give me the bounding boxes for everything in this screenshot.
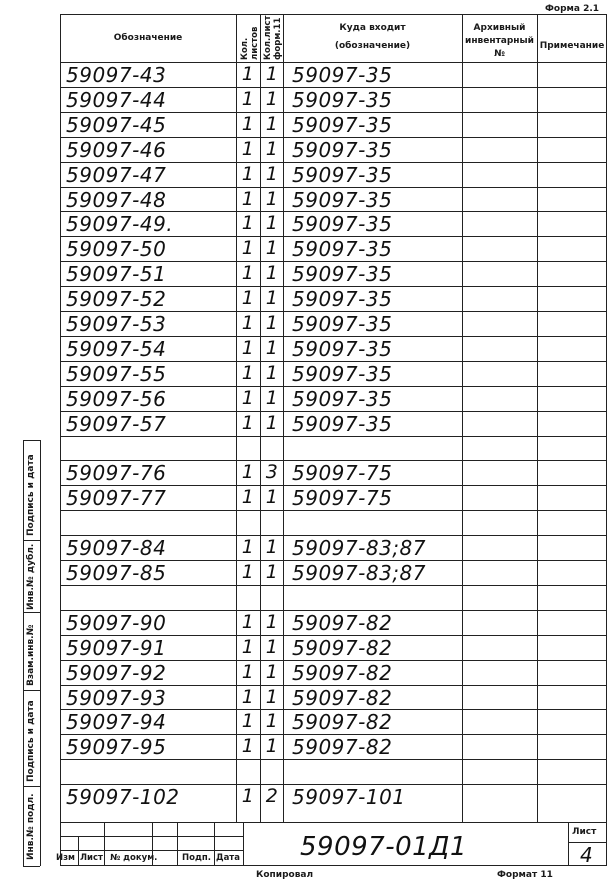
row-where-used: 59097-35 xyxy=(292,162,393,187)
row-format-sheets: 1 xyxy=(265,262,279,285)
row-where-used: 59097-82 xyxy=(292,735,393,760)
row-designation: 59097-84 xyxy=(66,536,167,561)
header-archive xyxy=(462,22,537,61)
row-format-sheets: 1 xyxy=(265,486,279,509)
side-label-inv-original: Инв.№ подл. xyxy=(26,793,36,860)
row-sheets: 1 xyxy=(241,212,255,235)
row-format-sheets: 1 xyxy=(265,635,279,658)
row-format-sheets: 1 xyxy=(265,536,279,559)
row-sheets: 1 xyxy=(241,411,255,434)
row-format-sheets: 1 xyxy=(265,63,279,85)
title-block-top xyxy=(60,822,607,823)
row-format-sheets: 1 xyxy=(265,237,279,260)
side-label-signature-date-1: Подпись и дата xyxy=(26,700,36,782)
row-format-sheets: 1 xyxy=(265,336,279,359)
row-sheets: 1 xyxy=(241,635,255,658)
header-where-used-line1: Куда входит xyxy=(339,23,406,33)
row-where-used: 59097-82 xyxy=(292,710,393,735)
row-format-sheets: 1 xyxy=(265,710,279,733)
row-sheets: 1 xyxy=(241,710,255,733)
document-code: 59097-01Д1 xyxy=(300,832,468,862)
row-format-sheets: 1 xyxy=(265,112,279,135)
row-where-used: 59097-35 xyxy=(292,112,393,137)
row-designation: 59097-49. xyxy=(66,212,174,237)
row-sheets: 1 xyxy=(241,237,255,260)
row-where-used: 59097-35 xyxy=(292,411,393,436)
side-label-inv-duplicate: Инв.№ дубл. xyxy=(26,543,36,610)
row-designation: 59097-46 xyxy=(66,137,167,162)
row-sheets: 1 xyxy=(241,336,255,359)
row-sheets: 1 xyxy=(241,112,255,135)
row-where-used: 59097-35 xyxy=(292,137,393,162)
row-format-sheets: 1 xyxy=(265,212,279,235)
title-col-change: Изм xyxy=(56,853,76,863)
row-sheets: 1 xyxy=(241,685,255,708)
row-format-sheets: 1 xyxy=(265,87,279,110)
header-sheet-count-format: Кол.лист форм.11 xyxy=(263,15,283,60)
row-where-used: 59097-83;87 xyxy=(292,561,426,585)
title-col-doc-no: № докум. xyxy=(110,853,158,863)
row-where-used: 59097-82 xyxy=(292,660,393,685)
row-where-used: 59097-83;87 xyxy=(292,536,426,561)
row-format-sheets: 2 xyxy=(265,785,279,808)
row-where-used: 59097-75 xyxy=(292,486,393,511)
row-designation: 59097-53 xyxy=(66,312,167,336)
row-format-sheets: 1 xyxy=(265,137,279,160)
row-sheets: 1 xyxy=(241,660,255,683)
row-where-used: 59097-82 xyxy=(292,610,393,635)
row-sheets: 1 xyxy=(241,785,255,808)
row-where-used: 59097-35 xyxy=(292,237,393,262)
row-where-used: 59097-82 xyxy=(292,685,393,710)
row-where-used: 59097-35 xyxy=(292,287,393,312)
row-designation: 59097-85 xyxy=(66,561,167,585)
row-designation: 59097-45 xyxy=(66,112,167,137)
row-designation: 59097-55 xyxy=(66,361,167,386)
header-archive-line3: № xyxy=(494,49,505,59)
row-designation: 59097-95 xyxy=(66,735,167,760)
row-designation: 59097-48 xyxy=(66,187,167,212)
row-format-sheets: 1 xyxy=(265,735,279,758)
row-sheets: 1 xyxy=(241,137,255,160)
row-format-sheets: 1 xyxy=(265,162,279,185)
row-sheets: 1 xyxy=(241,536,255,559)
row-designation: 59097-47 xyxy=(66,162,167,187)
row-format-sheets: 1 xyxy=(265,660,279,683)
row-format-sheets: 1 xyxy=(265,561,279,583)
header-designation: Обозначение xyxy=(113,33,183,43)
row-designation: 59097-77 xyxy=(66,486,167,511)
row-format-sheets: 1 xyxy=(265,685,279,708)
row-where-used: 59097-35 xyxy=(292,336,393,361)
sheet-label: Лист xyxy=(572,827,597,837)
row-sheets: 1 xyxy=(241,312,255,334)
row-format-sheets: 1 xyxy=(265,187,279,210)
row-where-used: 59097-35 xyxy=(292,386,393,411)
row-designation: 59097-90 xyxy=(66,610,167,635)
row-sheets: 1 xyxy=(241,63,255,85)
title-col-date: Дата xyxy=(216,853,240,863)
sheet-number: 4 xyxy=(580,843,594,867)
row-where-used: 59097-35 xyxy=(292,63,393,87)
row-designation: 59097-102 xyxy=(66,785,180,810)
header-archive-line1: Архивный xyxy=(473,23,526,33)
row-designation: 59097-94 xyxy=(66,710,167,735)
row-sheets: 1 xyxy=(241,361,255,384)
row-where-used: 59097-101 xyxy=(292,785,406,810)
row-where-used: 59097-75 xyxy=(292,461,393,486)
row-designation: 59097-92 xyxy=(66,660,167,685)
side-label-signature-date-2: Подпись и дата xyxy=(26,454,36,536)
row-sheets: 1 xyxy=(241,386,255,409)
row-format-sheets: 1 xyxy=(265,361,279,384)
row-designation: 59097-93 xyxy=(66,685,167,710)
footer-format: Формат 11 xyxy=(497,870,553,880)
row-format-sheets: 1 xyxy=(265,411,279,434)
row-format-sheets: 1 xyxy=(265,386,279,409)
row-sheets: 1 xyxy=(241,287,255,310)
row-sheets: 1 xyxy=(241,735,255,758)
row-designation: 59097-44 xyxy=(66,87,167,112)
header-notes: Примечание xyxy=(539,41,605,51)
row-where-used: 59097-35 xyxy=(292,212,393,237)
row-sheets: 1 xyxy=(241,87,255,110)
row-sheets: 1 xyxy=(241,187,255,210)
row-format-sheets: 3 xyxy=(265,461,279,484)
row-where-used: 59097-35 xyxy=(292,262,393,287)
row-format-sheets: 1 xyxy=(265,287,279,310)
side-label-replacement-inv: Взам.инв.№ xyxy=(26,624,36,686)
footer-copied: Копировал xyxy=(256,870,314,880)
row-format-sheets: 1 xyxy=(265,610,279,633)
row-designation: 59097-51 xyxy=(66,262,167,287)
row-where-used: 59097-35 xyxy=(292,187,393,212)
row-sheets: 1 xyxy=(241,162,255,185)
row-where-used: 59097-35 xyxy=(292,87,393,112)
row-where-used: 59097-35 xyxy=(292,312,393,336)
row-designation: 59097-76 xyxy=(66,461,167,486)
row-designation: 59097-43 xyxy=(66,63,167,87)
row-sheets: 1 xyxy=(241,486,255,509)
header-archive-line2: инвентарный xyxy=(465,36,534,46)
row-sheets: 1 xyxy=(241,610,255,633)
header-sheet-count: Кол. листов xyxy=(240,26,260,60)
row-designation: 59097-57 xyxy=(66,411,167,436)
header-where-used xyxy=(283,22,462,52)
row-designation: 59097-54 xyxy=(66,336,167,361)
title-col-sheet: Лист xyxy=(80,853,103,863)
header-where-used-line2: (обозначение) xyxy=(334,41,411,51)
row-designation: 59097-91 xyxy=(66,635,167,660)
form-label: Форма 2.1 xyxy=(545,4,600,14)
row-designation: 59097-50 xyxy=(66,237,167,262)
row-sheets: 1 xyxy=(241,262,255,285)
title-col-signature: Подп. xyxy=(182,853,211,863)
row-where-used: 59097-35 xyxy=(292,361,393,386)
row-designation: 59097-52 xyxy=(66,287,167,312)
row-sheets: 1 xyxy=(241,561,255,583)
row-designation: 59097-56 xyxy=(66,386,167,411)
row-sheets: 1 xyxy=(241,461,255,484)
row-where-used: 59097-82 xyxy=(292,635,393,660)
row-format-sheets: 1 xyxy=(265,312,279,334)
